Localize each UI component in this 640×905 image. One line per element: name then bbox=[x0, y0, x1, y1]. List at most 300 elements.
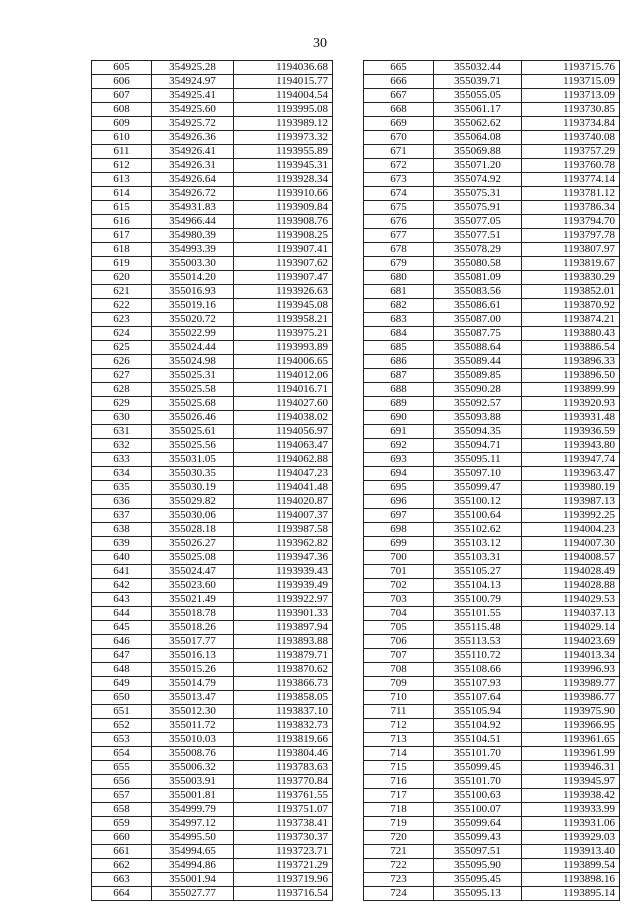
y-coordinate-cell: 1193770.84 bbox=[234, 775, 333, 789]
table-row bbox=[92, 285, 333, 299]
table-row bbox=[364, 859, 620, 873]
table-row bbox=[92, 117, 333, 131]
point-number-cell: 644 bbox=[92, 607, 152, 621]
table-row bbox=[92, 411, 333, 425]
table-row bbox=[92, 257, 333, 271]
point-number-cell: 699 bbox=[364, 537, 434, 551]
point-number-cell: 688 bbox=[364, 383, 434, 397]
x-coordinate-cell: 355089.85 bbox=[434, 369, 522, 383]
x-coordinate-cell: 355074.92 bbox=[434, 173, 522, 187]
x-coordinate-cell: 355104.92 bbox=[434, 719, 522, 733]
y-coordinate-cell: 1194027.60 bbox=[234, 397, 333, 411]
table-row bbox=[364, 131, 620, 145]
point-number-cell: 615 bbox=[92, 201, 152, 215]
point-number-cell: 703 bbox=[364, 593, 434, 607]
y-coordinate-cell: 1193928.34 bbox=[234, 173, 333, 187]
y-coordinate-cell: 1193986.77 bbox=[522, 691, 620, 705]
point-number-cell: 617 bbox=[92, 229, 152, 243]
point-number-cell: 626 bbox=[92, 355, 152, 369]
point-number-cell: 711 bbox=[364, 705, 434, 719]
y-coordinate-cell: 1193774.14 bbox=[522, 173, 620, 187]
table-row bbox=[92, 509, 333, 523]
y-coordinate-cell: 1194004.23 bbox=[522, 523, 620, 537]
x-coordinate-cell: 355025.68 bbox=[152, 397, 234, 411]
point-number-cell: 668 bbox=[364, 103, 434, 117]
y-coordinate-cell: 1194013.34 bbox=[522, 649, 620, 663]
table-row bbox=[92, 425, 333, 439]
x-coordinate-cell: 355006.32 bbox=[152, 761, 234, 775]
point-number-cell: 708 bbox=[364, 663, 434, 677]
y-coordinate-cell: 1193936.59 bbox=[522, 425, 620, 439]
x-coordinate-cell: 355099.43 bbox=[434, 831, 522, 845]
y-coordinate-cell: 1193896.33 bbox=[522, 355, 620, 369]
y-coordinate-cell: 1193893.88 bbox=[234, 635, 333, 649]
y-coordinate-cell: 1193945.08 bbox=[234, 299, 333, 313]
point-number-cell: 673 bbox=[364, 173, 434, 187]
y-coordinate-cell: 1194028.88 bbox=[522, 579, 620, 593]
y-coordinate-cell: 1193961.99 bbox=[522, 747, 620, 761]
y-coordinate-cell: 1194047.23 bbox=[234, 467, 333, 481]
table-row bbox=[364, 775, 620, 789]
y-coordinate-cell: 1193966.95 bbox=[522, 719, 620, 733]
x-coordinate-cell: 355030.35 bbox=[152, 467, 234, 481]
y-coordinate-cell: 1193913.40 bbox=[522, 845, 620, 859]
table-row bbox=[92, 341, 333, 355]
x-coordinate-cell: 355018.26 bbox=[152, 621, 234, 635]
point-number-cell: 616 bbox=[92, 215, 152, 229]
table-row bbox=[92, 733, 333, 747]
table-row bbox=[364, 817, 620, 831]
x-coordinate-cell: 355103.12 bbox=[434, 537, 522, 551]
point-number-cell: 680 bbox=[364, 271, 434, 285]
x-coordinate-cell: 355016.93 bbox=[152, 285, 234, 299]
table-row bbox=[92, 215, 333, 229]
y-coordinate-cell: 1193931.48 bbox=[522, 411, 620, 425]
point-number-cell: 693 bbox=[364, 453, 434, 467]
y-coordinate-cell: 1193797.78 bbox=[522, 229, 620, 243]
y-coordinate-cell: 1193715.76 bbox=[522, 61, 620, 75]
table-row bbox=[92, 229, 333, 243]
y-coordinate-cell: 1193804.46 bbox=[234, 747, 333, 761]
x-coordinate-cell: 355021.49 bbox=[152, 593, 234, 607]
x-coordinate-cell: 354925.41 bbox=[152, 89, 234, 103]
y-coordinate-cell: 1193992.25 bbox=[522, 509, 620, 523]
y-coordinate-cell: 1193908.76 bbox=[234, 215, 333, 229]
y-coordinate-cell: 1194062.88 bbox=[234, 453, 333, 467]
y-coordinate-cell: 1193945.31 bbox=[234, 159, 333, 173]
table-row bbox=[364, 481, 620, 495]
y-coordinate-cell: 1193715.09 bbox=[522, 75, 620, 89]
y-coordinate-cell: 1193757.29 bbox=[522, 145, 620, 159]
point-number-cell: 706 bbox=[364, 635, 434, 649]
point-number-cell: 712 bbox=[364, 719, 434, 733]
x-coordinate-cell: 355069.88 bbox=[434, 145, 522, 159]
y-coordinate-cell: 1193896.50 bbox=[522, 369, 620, 383]
point-number-cell: 654 bbox=[92, 747, 152, 761]
table-row bbox=[92, 369, 333, 383]
table-row bbox=[92, 621, 333, 635]
point-number-cell: 692 bbox=[364, 439, 434, 453]
x-coordinate-cell: 354925.60 bbox=[152, 103, 234, 117]
y-coordinate-cell: 1193987.13 bbox=[522, 495, 620, 509]
table-row bbox=[364, 369, 620, 383]
x-coordinate-cell: 354997.12 bbox=[152, 817, 234, 831]
y-coordinate-cell: 1193945.97 bbox=[522, 775, 620, 789]
x-coordinate-cell: 355095.11 bbox=[434, 453, 522, 467]
y-coordinate-cell: 1193897.94 bbox=[234, 621, 333, 635]
point-number-cell: 714 bbox=[364, 747, 434, 761]
point-number-cell: 651 bbox=[92, 705, 152, 719]
table-row bbox=[364, 229, 620, 243]
table-row bbox=[92, 439, 333, 453]
point-number-cell: 666 bbox=[364, 75, 434, 89]
x-coordinate-cell: 355105.94 bbox=[434, 705, 522, 719]
y-coordinate-cell: 1193899.54 bbox=[522, 859, 620, 873]
table-row bbox=[364, 691, 620, 705]
point-number-cell: 672 bbox=[364, 159, 434, 173]
table-row bbox=[364, 103, 620, 117]
y-coordinate-cell: 1194041.48 bbox=[234, 481, 333, 495]
table-row bbox=[364, 719, 620, 733]
y-coordinate-cell: 1193899.99 bbox=[522, 383, 620, 397]
table-row bbox=[364, 761, 620, 775]
y-coordinate-cell: 1193980.19 bbox=[522, 481, 620, 495]
point-number-cell: 665 bbox=[364, 61, 434, 75]
table-row bbox=[92, 663, 333, 677]
y-coordinate-cell: 1194056.97 bbox=[234, 425, 333, 439]
table-row bbox=[364, 649, 620, 663]
y-coordinate-cell: 1193738.41 bbox=[234, 817, 333, 831]
y-coordinate-cell: 1193907.41 bbox=[234, 243, 333, 257]
point-number-cell: 700 bbox=[364, 551, 434, 565]
x-coordinate-cell: 355100.12 bbox=[434, 495, 522, 509]
table-row bbox=[92, 691, 333, 705]
x-coordinate-cell: 355086.61 bbox=[434, 299, 522, 313]
point-number-cell: 669 bbox=[364, 117, 434, 131]
y-coordinate-cell: 1193721.29 bbox=[234, 859, 333, 873]
point-number-cell: 677 bbox=[364, 229, 434, 243]
x-coordinate-cell: 355001.81 bbox=[152, 789, 234, 803]
point-number-cell: 629 bbox=[92, 397, 152, 411]
table-row bbox=[364, 159, 620, 173]
y-coordinate-cell: 1193961.65 bbox=[522, 733, 620, 747]
point-number-cell: 612 bbox=[92, 159, 152, 173]
point-number-cell: 686 bbox=[364, 355, 434, 369]
point-number-cell: 622 bbox=[92, 299, 152, 313]
x-coordinate-cell: 355030.19 bbox=[152, 481, 234, 495]
point-number-cell: 613 bbox=[92, 173, 152, 187]
point-number-cell: 667 bbox=[364, 89, 434, 103]
point-number-cell: 724 bbox=[364, 887, 434, 901]
x-coordinate-cell: 355107.93 bbox=[434, 677, 522, 691]
x-coordinate-cell: 355025.58 bbox=[152, 383, 234, 397]
point-number-cell: 642 bbox=[92, 579, 152, 593]
point-number-cell: 647 bbox=[92, 649, 152, 663]
x-coordinate-cell: 355097.10 bbox=[434, 467, 522, 481]
x-coordinate-cell: 355024.44 bbox=[152, 341, 234, 355]
y-coordinate-cell: 1193807.97 bbox=[522, 243, 620, 257]
y-coordinate-cell: 1193989.12 bbox=[234, 117, 333, 131]
x-coordinate-cell: 354926.36 bbox=[152, 131, 234, 145]
table-row bbox=[92, 803, 333, 817]
y-coordinate-cell: 1194037.13 bbox=[522, 607, 620, 621]
point-number-cell: 633 bbox=[92, 453, 152, 467]
point-number-cell: 650 bbox=[92, 691, 152, 705]
x-coordinate-cell: 355013.47 bbox=[152, 691, 234, 705]
table-row bbox=[92, 579, 333, 593]
point-number-cell: 645 bbox=[92, 621, 152, 635]
table-row bbox=[92, 565, 333, 579]
table-row bbox=[92, 131, 333, 145]
x-coordinate-cell: 355100.64 bbox=[434, 509, 522, 523]
x-coordinate-cell: 354980.39 bbox=[152, 229, 234, 243]
y-coordinate-cell: 1193955.89 bbox=[234, 145, 333, 159]
table-row bbox=[364, 89, 620, 103]
y-coordinate-cell: 1193963.47 bbox=[522, 467, 620, 481]
point-number-cell: 659 bbox=[92, 817, 152, 831]
x-coordinate-cell: 355081.09 bbox=[434, 271, 522, 285]
x-coordinate-cell: 355024.47 bbox=[152, 565, 234, 579]
point-number-cell: 671 bbox=[364, 145, 434, 159]
point-number-cell: 625 bbox=[92, 341, 152, 355]
x-coordinate-cell: 355088.64 bbox=[434, 341, 522, 355]
y-coordinate-cell: 1194029.53 bbox=[522, 593, 620, 607]
point-number-cell: 709 bbox=[364, 677, 434, 691]
point-number-cell: 704 bbox=[364, 607, 434, 621]
y-coordinate-cell: 1193719.96 bbox=[234, 873, 333, 887]
y-coordinate-cell: 1193852.01 bbox=[522, 285, 620, 299]
point-number-cell: 678 bbox=[364, 243, 434, 257]
point-number-cell: 618 bbox=[92, 243, 152, 257]
table-row bbox=[364, 215, 620, 229]
table-row bbox=[364, 677, 620, 691]
x-coordinate-cell: 355113.53 bbox=[434, 635, 522, 649]
point-number-cell: 652 bbox=[92, 719, 152, 733]
y-coordinate-cell: 1193880.43 bbox=[522, 327, 620, 341]
x-coordinate-cell: 355107.64 bbox=[434, 691, 522, 705]
x-coordinate-cell: 355014.20 bbox=[152, 271, 234, 285]
x-coordinate-cell: 354925.72 bbox=[152, 117, 234, 131]
y-coordinate-cell: 1193716.54 bbox=[234, 887, 333, 901]
y-coordinate-cell: 1193933.99 bbox=[522, 803, 620, 817]
x-coordinate-cell: 355097.51 bbox=[434, 845, 522, 859]
table-row bbox=[92, 481, 333, 495]
x-coordinate-cell: 355014.79 bbox=[152, 677, 234, 691]
y-coordinate-cell: 1193908.25 bbox=[234, 229, 333, 243]
y-coordinate-cell: 1193730.37 bbox=[234, 831, 333, 845]
table-row bbox=[92, 719, 333, 733]
y-coordinate-cell: 1193910.66 bbox=[234, 187, 333, 201]
x-coordinate-cell: 355090.28 bbox=[434, 383, 522, 397]
y-coordinate-cell: 1193895.14 bbox=[522, 887, 620, 901]
table-row bbox=[92, 313, 333, 327]
table-row bbox=[364, 61, 620, 75]
x-coordinate-cell: 354924.97 bbox=[152, 75, 234, 89]
table-row bbox=[364, 537, 620, 551]
x-coordinate-cell: 355024.98 bbox=[152, 355, 234, 369]
y-coordinate-cell: 1193794.70 bbox=[522, 215, 620, 229]
point-number-cell: 687 bbox=[364, 369, 434, 383]
table-row bbox=[364, 201, 620, 215]
table-row bbox=[364, 411, 620, 425]
y-coordinate-cell: 1193929.03 bbox=[522, 831, 620, 845]
x-coordinate-cell: 355102.62 bbox=[434, 523, 522, 537]
y-coordinate-cell: 1194004.54 bbox=[234, 89, 333, 103]
x-coordinate-cell: 355110.72 bbox=[434, 649, 522, 663]
table-row bbox=[364, 439, 620, 453]
y-coordinate-cell: 1193761.55 bbox=[234, 789, 333, 803]
table-row bbox=[364, 425, 620, 439]
table-row bbox=[92, 383, 333, 397]
x-coordinate-cell: 355087.00 bbox=[434, 313, 522, 327]
point-number-cell: 662 bbox=[92, 859, 152, 873]
y-coordinate-cell: 1193920.93 bbox=[522, 397, 620, 411]
y-coordinate-cell: 1194006.65 bbox=[234, 355, 333, 369]
point-number-cell: 653 bbox=[92, 733, 152, 747]
table-row bbox=[92, 467, 333, 481]
point-number-cell: 641 bbox=[92, 565, 152, 579]
table-row bbox=[364, 733, 620, 747]
table-row bbox=[92, 551, 333, 565]
y-coordinate-cell: 1193958.21 bbox=[234, 313, 333, 327]
table-row bbox=[364, 271, 620, 285]
table-row bbox=[364, 565, 620, 579]
point-number-cell: 632 bbox=[92, 439, 152, 453]
point-number-cell: 679 bbox=[364, 257, 434, 271]
point-number-cell: 682 bbox=[364, 299, 434, 313]
point-number-cell: 661 bbox=[92, 845, 152, 859]
table-row bbox=[92, 271, 333, 285]
point-number-cell: 689 bbox=[364, 397, 434, 411]
y-coordinate-cell: 1193830.29 bbox=[522, 271, 620, 285]
x-coordinate-cell: 355099.45 bbox=[434, 761, 522, 775]
x-coordinate-cell: 355064.08 bbox=[434, 131, 522, 145]
table-row bbox=[92, 523, 333, 537]
table-row bbox=[364, 621, 620, 635]
point-number-cell: 630 bbox=[92, 411, 152, 425]
x-coordinate-cell: 355025.56 bbox=[152, 439, 234, 453]
table-row bbox=[364, 299, 620, 313]
point-number-cell: 646 bbox=[92, 635, 152, 649]
x-coordinate-cell: 355011.72 bbox=[152, 719, 234, 733]
point-number-cell: 705 bbox=[364, 621, 434, 635]
x-coordinate-cell: 355095.45 bbox=[434, 873, 522, 887]
table-row bbox=[364, 313, 620, 327]
point-number-cell: 614 bbox=[92, 187, 152, 201]
y-coordinate-cell: 1194029.14 bbox=[522, 621, 620, 635]
table-row bbox=[364, 145, 620, 159]
point-number-cell: 660 bbox=[92, 831, 152, 845]
page-number: 30 bbox=[313, 36, 327, 51]
x-coordinate-cell: 355025.08 bbox=[152, 551, 234, 565]
y-coordinate-cell: 1193975.21 bbox=[234, 327, 333, 341]
table-row bbox=[92, 201, 333, 215]
x-coordinate-cell: 355003.91 bbox=[152, 775, 234, 789]
x-coordinate-cell: 355100.79 bbox=[434, 593, 522, 607]
x-coordinate-cell: 354926.72 bbox=[152, 187, 234, 201]
x-coordinate-cell: 355093.88 bbox=[434, 411, 522, 425]
point-number-cell: 628 bbox=[92, 383, 152, 397]
table-row bbox=[364, 789, 620, 803]
table-row bbox=[364, 887, 620, 901]
table-row bbox=[364, 845, 620, 859]
point-number-cell: 608 bbox=[92, 103, 152, 117]
y-coordinate-cell: 1193751.07 bbox=[234, 803, 333, 817]
point-number-cell: 694 bbox=[364, 467, 434, 481]
table-row bbox=[364, 747, 620, 761]
point-number-cell: 631 bbox=[92, 425, 152, 439]
x-coordinate-cell: 354925.28 bbox=[152, 61, 234, 75]
y-coordinate-cell: 1193995.08 bbox=[234, 103, 333, 117]
x-coordinate-cell: 355083.56 bbox=[434, 285, 522, 299]
y-coordinate-cell: 1194015.77 bbox=[234, 75, 333, 89]
point-number-cell: 710 bbox=[364, 691, 434, 705]
x-coordinate-cell: 355020.72 bbox=[152, 313, 234, 327]
point-number-cell: 701 bbox=[364, 565, 434, 579]
point-number-cell: 648 bbox=[92, 663, 152, 677]
y-coordinate-cell: 1193943.80 bbox=[522, 439, 620, 453]
point-number-cell: 640 bbox=[92, 551, 152, 565]
point-number-cell: 718 bbox=[364, 803, 434, 817]
x-coordinate-cell: 355003.30 bbox=[152, 257, 234, 271]
x-coordinate-cell: 355062.62 bbox=[434, 117, 522, 131]
point-number-cell: 676 bbox=[364, 215, 434, 229]
y-coordinate-cell: 1193947.36 bbox=[234, 551, 333, 565]
point-number-cell: 638 bbox=[92, 523, 152, 537]
table-row bbox=[364, 257, 620, 271]
table-row bbox=[92, 775, 333, 789]
y-coordinate-cell: 1193866.73 bbox=[234, 677, 333, 691]
table-row bbox=[92, 831, 333, 845]
x-coordinate-cell: 355104.51 bbox=[434, 733, 522, 747]
point-number-cell: 717 bbox=[364, 789, 434, 803]
y-coordinate-cell: 1194023.69 bbox=[522, 635, 620, 649]
table-row bbox=[364, 873, 620, 887]
point-number-cell: 619 bbox=[92, 257, 152, 271]
y-coordinate-cell: 1193786.34 bbox=[522, 201, 620, 215]
x-coordinate-cell: 355094.35 bbox=[434, 425, 522, 439]
table-row bbox=[92, 355, 333, 369]
x-coordinate-cell: 355095.13 bbox=[434, 887, 522, 901]
table-row bbox=[92, 677, 333, 691]
y-coordinate-cell: 1193837.10 bbox=[234, 705, 333, 719]
y-coordinate-cell: 1193740.08 bbox=[522, 131, 620, 145]
x-coordinate-cell: 355075.91 bbox=[434, 201, 522, 215]
y-coordinate-cell: 1193898.16 bbox=[522, 873, 620, 887]
coordinates-table-right bbox=[363, 60, 620, 901]
table-row bbox=[364, 523, 620, 537]
x-coordinate-cell: 355103.31 bbox=[434, 551, 522, 565]
x-coordinate-cell: 355078.29 bbox=[434, 243, 522, 257]
y-coordinate-cell: 1194007.30 bbox=[522, 537, 620, 551]
y-coordinate-cell: 1193973.32 bbox=[234, 131, 333, 145]
table-row bbox=[364, 173, 620, 187]
x-coordinate-cell: 355087.75 bbox=[434, 327, 522, 341]
point-number-cell: 670 bbox=[364, 131, 434, 145]
point-number-cell: 664 bbox=[92, 887, 152, 901]
x-coordinate-cell: 354926.31 bbox=[152, 159, 234, 173]
x-coordinate-cell: 355029.82 bbox=[152, 495, 234, 509]
y-coordinate-cell: 1194007.37 bbox=[234, 509, 333, 523]
x-coordinate-cell: 354966.44 bbox=[152, 215, 234, 229]
x-coordinate-cell: 355025.61 bbox=[152, 425, 234, 439]
point-number-cell: 656 bbox=[92, 775, 152, 789]
table-row bbox=[92, 649, 333, 663]
x-coordinate-cell: 355026.46 bbox=[152, 411, 234, 425]
y-coordinate-cell: 1194038.02 bbox=[234, 411, 333, 425]
point-number-cell: 624 bbox=[92, 327, 152, 341]
y-coordinate-cell: 1193781.12 bbox=[522, 187, 620, 201]
